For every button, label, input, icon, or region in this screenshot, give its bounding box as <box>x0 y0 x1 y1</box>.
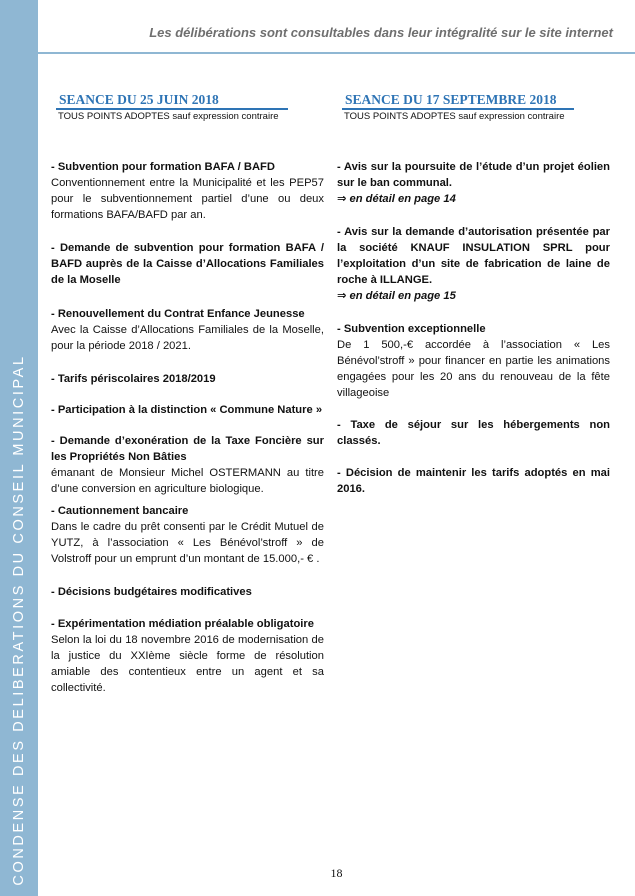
item-title: - Subvention pour formation BAFA / BAFD <box>51 160 275 173</box>
item-description: Avec la Caisse d’Allocations Familiales de la Moselle, pour la période 2018 / 2021. <box>51 323 324 352</box>
list-item <box>337 159 610 207</box>
item-title: - Cautionnement bancaire <box>51 504 189 517</box>
list-item <box>51 240 324 288</box>
item-title: - Demande d’exonération de la Taxe Foncière sur les Propriétés Non Bâties <box>51 434 324 463</box>
list-item <box>337 465 610 497</box>
left-title-underline <box>56 108 288 110</box>
page-number: 18 <box>330 866 343 880</box>
sidebar-band <box>0 0 38 896</box>
left-column <box>51 92 324 696</box>
header-divider <box>38 52 635 54</box>
item-title: - Taxe de séjour sur les hébergements non classés. <box>337 418 610 447</box>
right-title-underline <box>342 108 574 110</box>
header-note: Les délibérations sont consultables dans leur intégralité sur le site internet <box>149 25 613 40</box>
right-seance-subtitle: TOUS POINTS ADOPTES sauf expression contraire <box>344 110 565 122</box>
item-title: - Tarifs périscolaires 2018/2019 <box>51 372 216 385</box>
item-title: - Renouvellement du Contrat Enfance Jeunesse <box>51 307 305 320</box>
list-item <box>51 306 324 354</box>
item-description: Dans le cadre du prêt consenti par le Crédit Mutuel de YUTZ, à l’association « Les Bénévol’stroff » de Volstroff pour un emprunt d’un montant de 15.000,- € . <box>51 520 324 565</box>
list-item <box>337 224 610 304</box>
item-title: - Avis sur la poursuite de l’étude d’un projet éolien sur le ban communal. <box>337 160 610 189</box>
list-item <box>337 417 610 449</box>
item-title: - Avis sur la demande d’autorisation présentée par la société KNAUF INSULATION SPRL pour l’exploitation d’un site de fabrication de laine de roche à ILLANGE. <box>337 225 610 286</box>
item-title: - Subvention exceptionnelle <box>337 322 486 335</box>
list-item <box>51 616 324 696</box>
sidebar-label: CONDENSE DES DELIBERATIONS DU CONSEIL MUNICIPAL <box>11 354 27 886</box>
list-item <box>337 321 610 401</box>
item-title: - Décisions budgétaires modificatives <box>51 585 252 598</box>
item-title: - Participation à la distinction « Commune Nature » <box>51 403 323 416</box>
item-title: - Décision de maintenir les tarifs adoptés en mai 2016. <box>337 466 610 495</box>
list-item <box>51 159 324 223</box>
list-item <box>51 503 324 567</box>
right-seance-title: SEANCE DU 17 SEPTEMBRE 2018 <box>345 92 557 107</box>
item-description: Selon la loi du 18 novembre 2016 de modernisation de la justice du XXIème siècle forme de résolution amiable des contentieux entre un agent et sa collectivité. <box>51 633 324 694</box>
left-seance-title: SEANCE DU 25 JUIN 2018 <box>59 92 219 107</box>
list-item <box>51 584 324 600</box>
left-seance-subtitle: TOUS POINTS ADOPTES sauf expression contraire <box>58 110 279 122</box>
item-title: - Expérimentation médiation préalable obligatoire <box>51 617 314 630</box>
list-item <box>51 433 324 497</box>
item-description: De 1 500,-€ accordée à l’association « Les Bénévol’stroff » pour financer en partie les animations engagées pour les 20 ans du renouveau de la fête villageoise <box>337 338 610 399</box>
right-column <box>337 92 610 497</box>
page-reference: ⇒ en détail en page 15 <box>337 289 456 302</box>
page-reference: ⇒ en détail en page 14 <box>337 192 456 205</box>
item-description: Conventionnement entre la Municipalité et les PEP57 pour le subventionnement partiel d’une ou deux formations BAFA/BAFD par an. <box>51 176 324 221</box>
item-title: - Demande de subvention pour formation BAFA / BAFD auprès de la Caisse d’Allocations Familiales de la Moselle <box>51 241 324 286</box>
list-item <box>51 371 324 387</box>
list-item <box>51 402 324 418</box>
item-description: émanant de Monsieur Michel OSTERMANN au titre d’une conversion en agriculture biologique. <box>51 466 324 495</box>
